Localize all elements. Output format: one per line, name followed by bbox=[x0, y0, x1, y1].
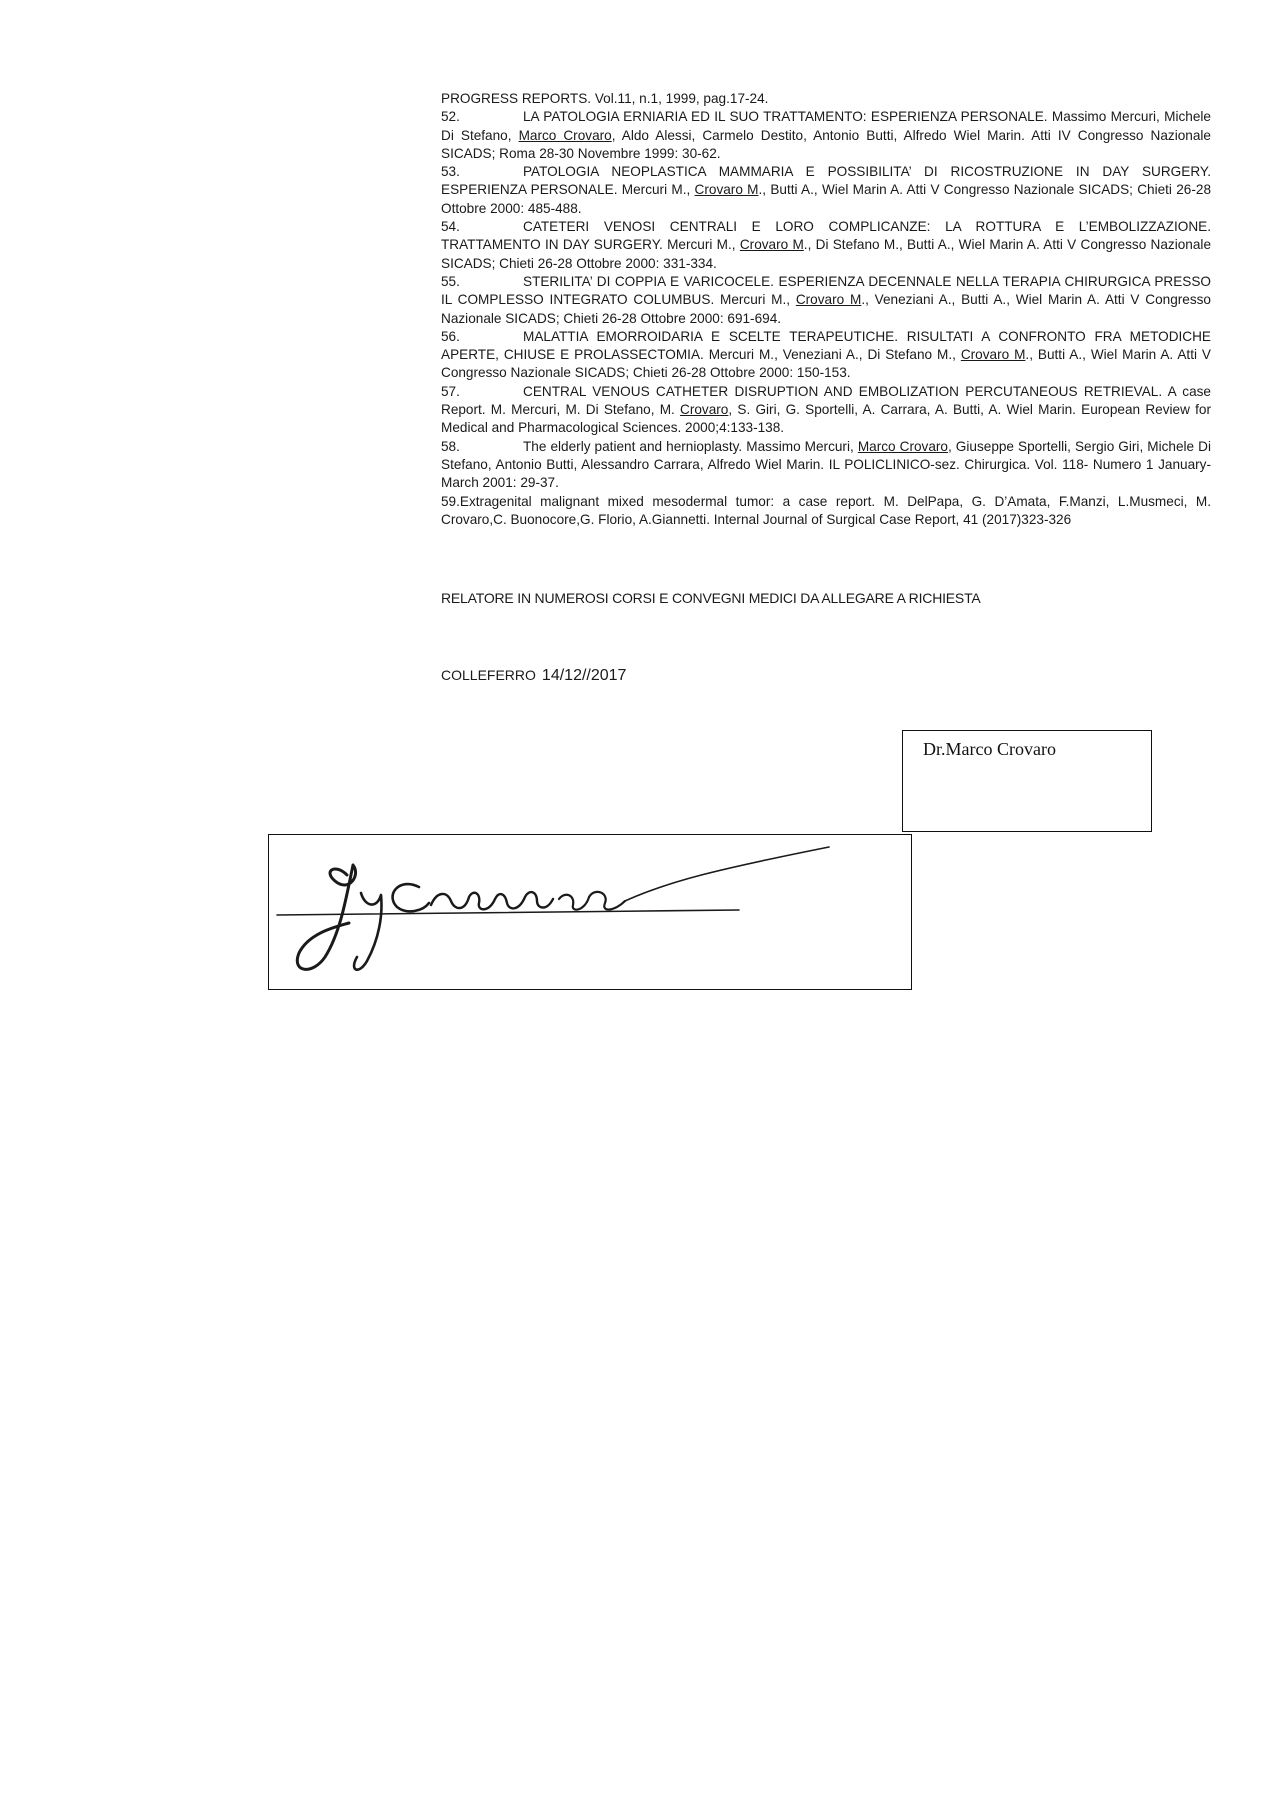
handwritten-signature bbox=[268, 834, 912, 990]
date-label: 14/12//2017 bbox=[541, 667, 627, 684]
publication-list bbox=[441, 90, 1211, 529]
signature-name: Dr.Marco Crovaro bbox=[923, 739, 1056, 759]
place-label: COLLEFERRO bbox=[441, 667, 536, 683]
reference-57: 57. CENTRAL VENOUS CATHETER DISRUPTION AND EMBOLIZATION PERCUTANEOUS RETRIEVAL. A case Report. M. Mercuri, M. Di Stefano, M. Crovaro, S. Giri, G. Sportelli, A. Carrara, A. Butti, A. Wiel Marin. European Review for Medical and Pharmacological Sciences. 2000;4:133-138. bbox=[441, 383, 1211, 436]
author-highlight: Crovaro M bbox=[795, 292, 862, 308]
signature-name-box bbox=[902, 730, 1152, 832]
reference-55: 55. STERILITA’ DI COPPIA E VARICOCELE. ESPERIENZA DECENNALE NELLA TERAPIA CHIRURGICA PRESSO IL COMPLESSO INTEGRATO COLUMBUS. Mercuri M., Crovaro M., Veneziani A., Butti A., Wiel Marin A. Atti V Congresso Nazionale SICADS; Chieti 26-28 Ottobre 2000: 691-694. bbox=[441, 273, 1211, 326]
author-highlight: Crovaro M bbox=[739, 237, 804, 253]
author-highlight: Crovaro M bbox=[694, 182, 759, 198]
author-highlight: Marco Crovaro bbox=[857, 438, 948, 454]
speaker-note: RELATORE IN NUMEROSI CORSI E CONVEGNI MEDICI DA ALLEGARE A RICHIESTA bbox=[441, 590, 981, 606]
author-highlight: Marco Crovaro bbox=[518, 127, 612, 143]
signature-scribble-icon bbox=[269, 835, 912, 990]
place-date bbox=[441, 667, 626, 685]
reference-52: 52. LA PATOLOGIA ERNIARIA ED IL SUO TRATTAMENTO: ESPERIENZA PERSONALE. Massimo Mercuri, Michele Di Stefano, Marco Crovaro, Aldo Alessi, Carmelo Destito, Antonio Butti, Alfredo Wiel Marin. Atti IV Congresso Nazionale SICADS; Roma 28-30 Novembre 1999: 30-62. bbox=[441, 109, 1211, 161]
author-highlight: Crovaro bbox=[680, 402, 729, 418]
reference-54: 54. CATETERI VENOSI CENTRALI E LORO COMPLICANZE: LA ROTTURA E L’EMBOLIZZAZIONE. TRATTAMENTO IN DAY SURGERY. Mercuri M., Crovaro M., Di Stefano M., Butti A., Wiel Marin A. Atti V Congresso Nazionale SICADS; Chieti 26-28 Ottobre 2000: 331-334. bbox=[441, 219, 1212, 271]
reference-56: 56. MALATTIA EMORROIDARIA E SCELTE TERAPEUTICHE. RISULTATI A CONFRONTO FRA METODICHE APERTE, CHIUSE E PROLASSECTOMIA. Mercuri M., Veneziani A., Di Stefano M., Crovaro M., Butti A., Wiel Marin A. Atti V Congresso Nazionale SICADS; Chieti 26-28 Ottobre 2000: 150-153. bbox=[441, 328, 1211, 381]
intro-line: PROGRESS REPORTS. Vol.11, n.1, 1999, pag.17-24. bbox=[441, 91, 769, 106]
reference-59: 59.Extragenital malignant mixed mesodermal tumor: a case report. M. DelPapa, G. D’Amata, F.Manzi, L.Musmeci, M. Crovaro,C. Buonocore,G. Florio, A.Giannetti. Internal Journal of Surgical Case Report, 41 (2017)323-326 bbox=[441, 493, 1211, 527]
author-highlight: Crovaro M bbox=[960, 347, 1026, 363]
reference-53: 53. PATOLOGIA NEOPLASTICA MAMMARIA E POSSIBILITA’ DI RICOSTRUZIONE IN DAY SURGERY. ESPERIENZA PERSONALE. Mercuri M., Crovaro M., Butti A., Wiel Marin A. Atti V Congresso Nazionale SICADS; Chieti 26-28 Ottobre 2000: 485-488. bbox=[441, 164, 1211, 216]
reference-58: 58. The elderly patient and hernioplasty. Massimo Mercuri, Marco Crovaro, Giuseppe Sportelli, Sergio Giri, Michele Di Stefano, Antonio Butti, Alessandro Carrara, Alfredo Wiel Marin. IL POLICLINICO-sez. Chirurgica. Vol. 118- Numero 1 January-March 2001: 29-37. bbox=[441, 438, 1211, 491]
